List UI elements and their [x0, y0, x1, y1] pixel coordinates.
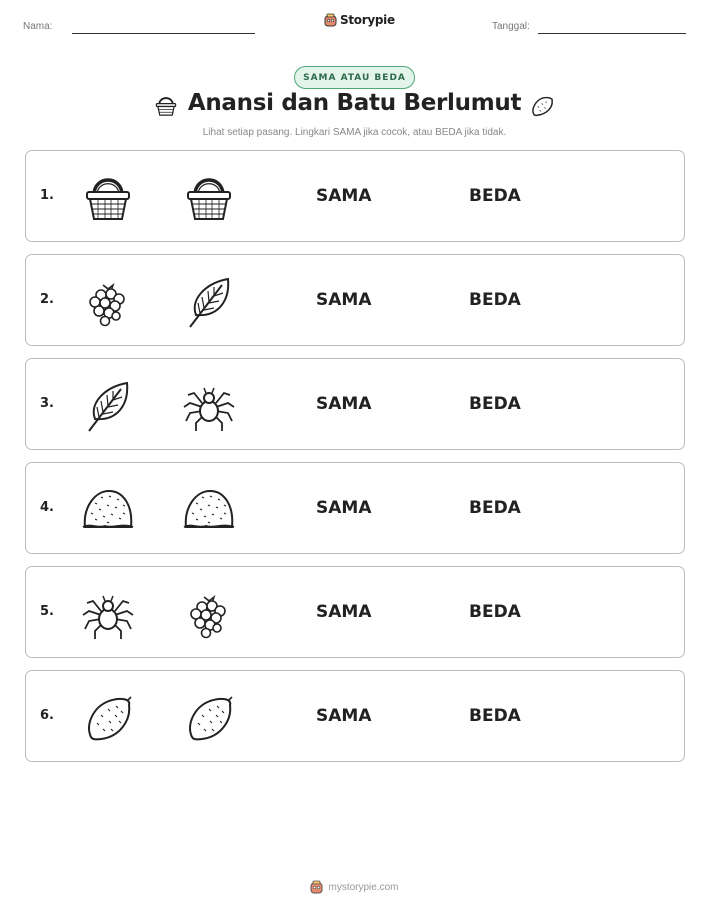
question-number: 3. — [40, 396, 54, 411]
question-row — [25, 566, 685, 658]
name-label: Nama: — [23, 21, 53, 32]
moss-rock-icon — [528, 93, 556, 123]
instructions: Lihat setiap pasang. Lingkari SAMA jika cocok, atau BEDA jika tidak. — [202, 127, 507, 138]
option-same[interactable]: SAMA — [316, 498, 372, 518]
spider-icon — [81, 587, 135, 641]
storypie-mascot-icon — [310, 880, 323, 894]
option-same[interactable]: SAMA — [316, 602, 372, 622]
leaf-icon — [81, 379, 135, 433]
basket-icon — [81, 171, 135, 225]
activity-badge: SAMA ATAU BEDA — [294, 66, 415, 89]
date-label: Tanggal: — [492, 21, 530, 32]
option-different[interactable]: BEDA — [469, 186, 521, 206]
stone-icon — [81, 691, 135, 745]
storypie-mascot-icon — [324, 13, 337, 27]
option-same[interactable]: SAMA — [316, 394, 372, 414]
option-different[interactable]: BEDA — [469, 602, 521, 622]
question-row — [25, 254, 685, 346]
berry-icon — [81, 275, 135, 329]
mossy-rock-icon — [182, 483, 236, 537]
brand-name: Storypie — [340, 13, 395, 27]
footer-url[interactable]: mystorypie.com — [328, 881, 399, 893]
option-same[interactable]: SAMA — [316, 706, 372, 726]
brand-logo — [324, 13, 395, 27]
mossy-rock-icon — [81, 483, 135, 537]
question-row — [25, 462, 685, 554]
question-row — [25, 358, 685, 450]
option-different[interactable]: BEDA — [469, 706, 521, 726]
question-row — [25, 150, 685, 242]
berry-icon — [182, 587, 236, 641]
question-number: 6. — [40, 708, 54, 723]
option-different[interactable]: BEDA — [469, 498, 521, 518]
basket-icon — [182, 171, 236, 225]
option-different[interactable]: BEDA — [469, 394, 521, 414]
question-number: 4. — [40, 500, 54, 515]
stone-icon — [182, 691, 236, 745]
question-number: 5. — [40, 604, 54, 619]
question-number: 2. — [40, 292, 54, 307]
spider-icon — [182, 379, 236, 433]
option-same[interactable]: SAMA — [316, 290, 372, 310]
option-same[interactable]: SAMA — [316, 186, 372, 206]
question-row — [25, 670, 685, 762]
option-different[interactable]: BEDA — [469, 290, 521, 310]
date-field[interactable] — [538, 33, 686, 34]
page-title: Anansi dan Batu Berlumut — [187, 90, 522, 116]
name-field[interactable] — [72, 33, 255, 34]
footer — [0, 880, 709, 894]
question-number: 1. — [40, 188, 54, 203]
leaf-icon — [182, 275, 236, 329]
